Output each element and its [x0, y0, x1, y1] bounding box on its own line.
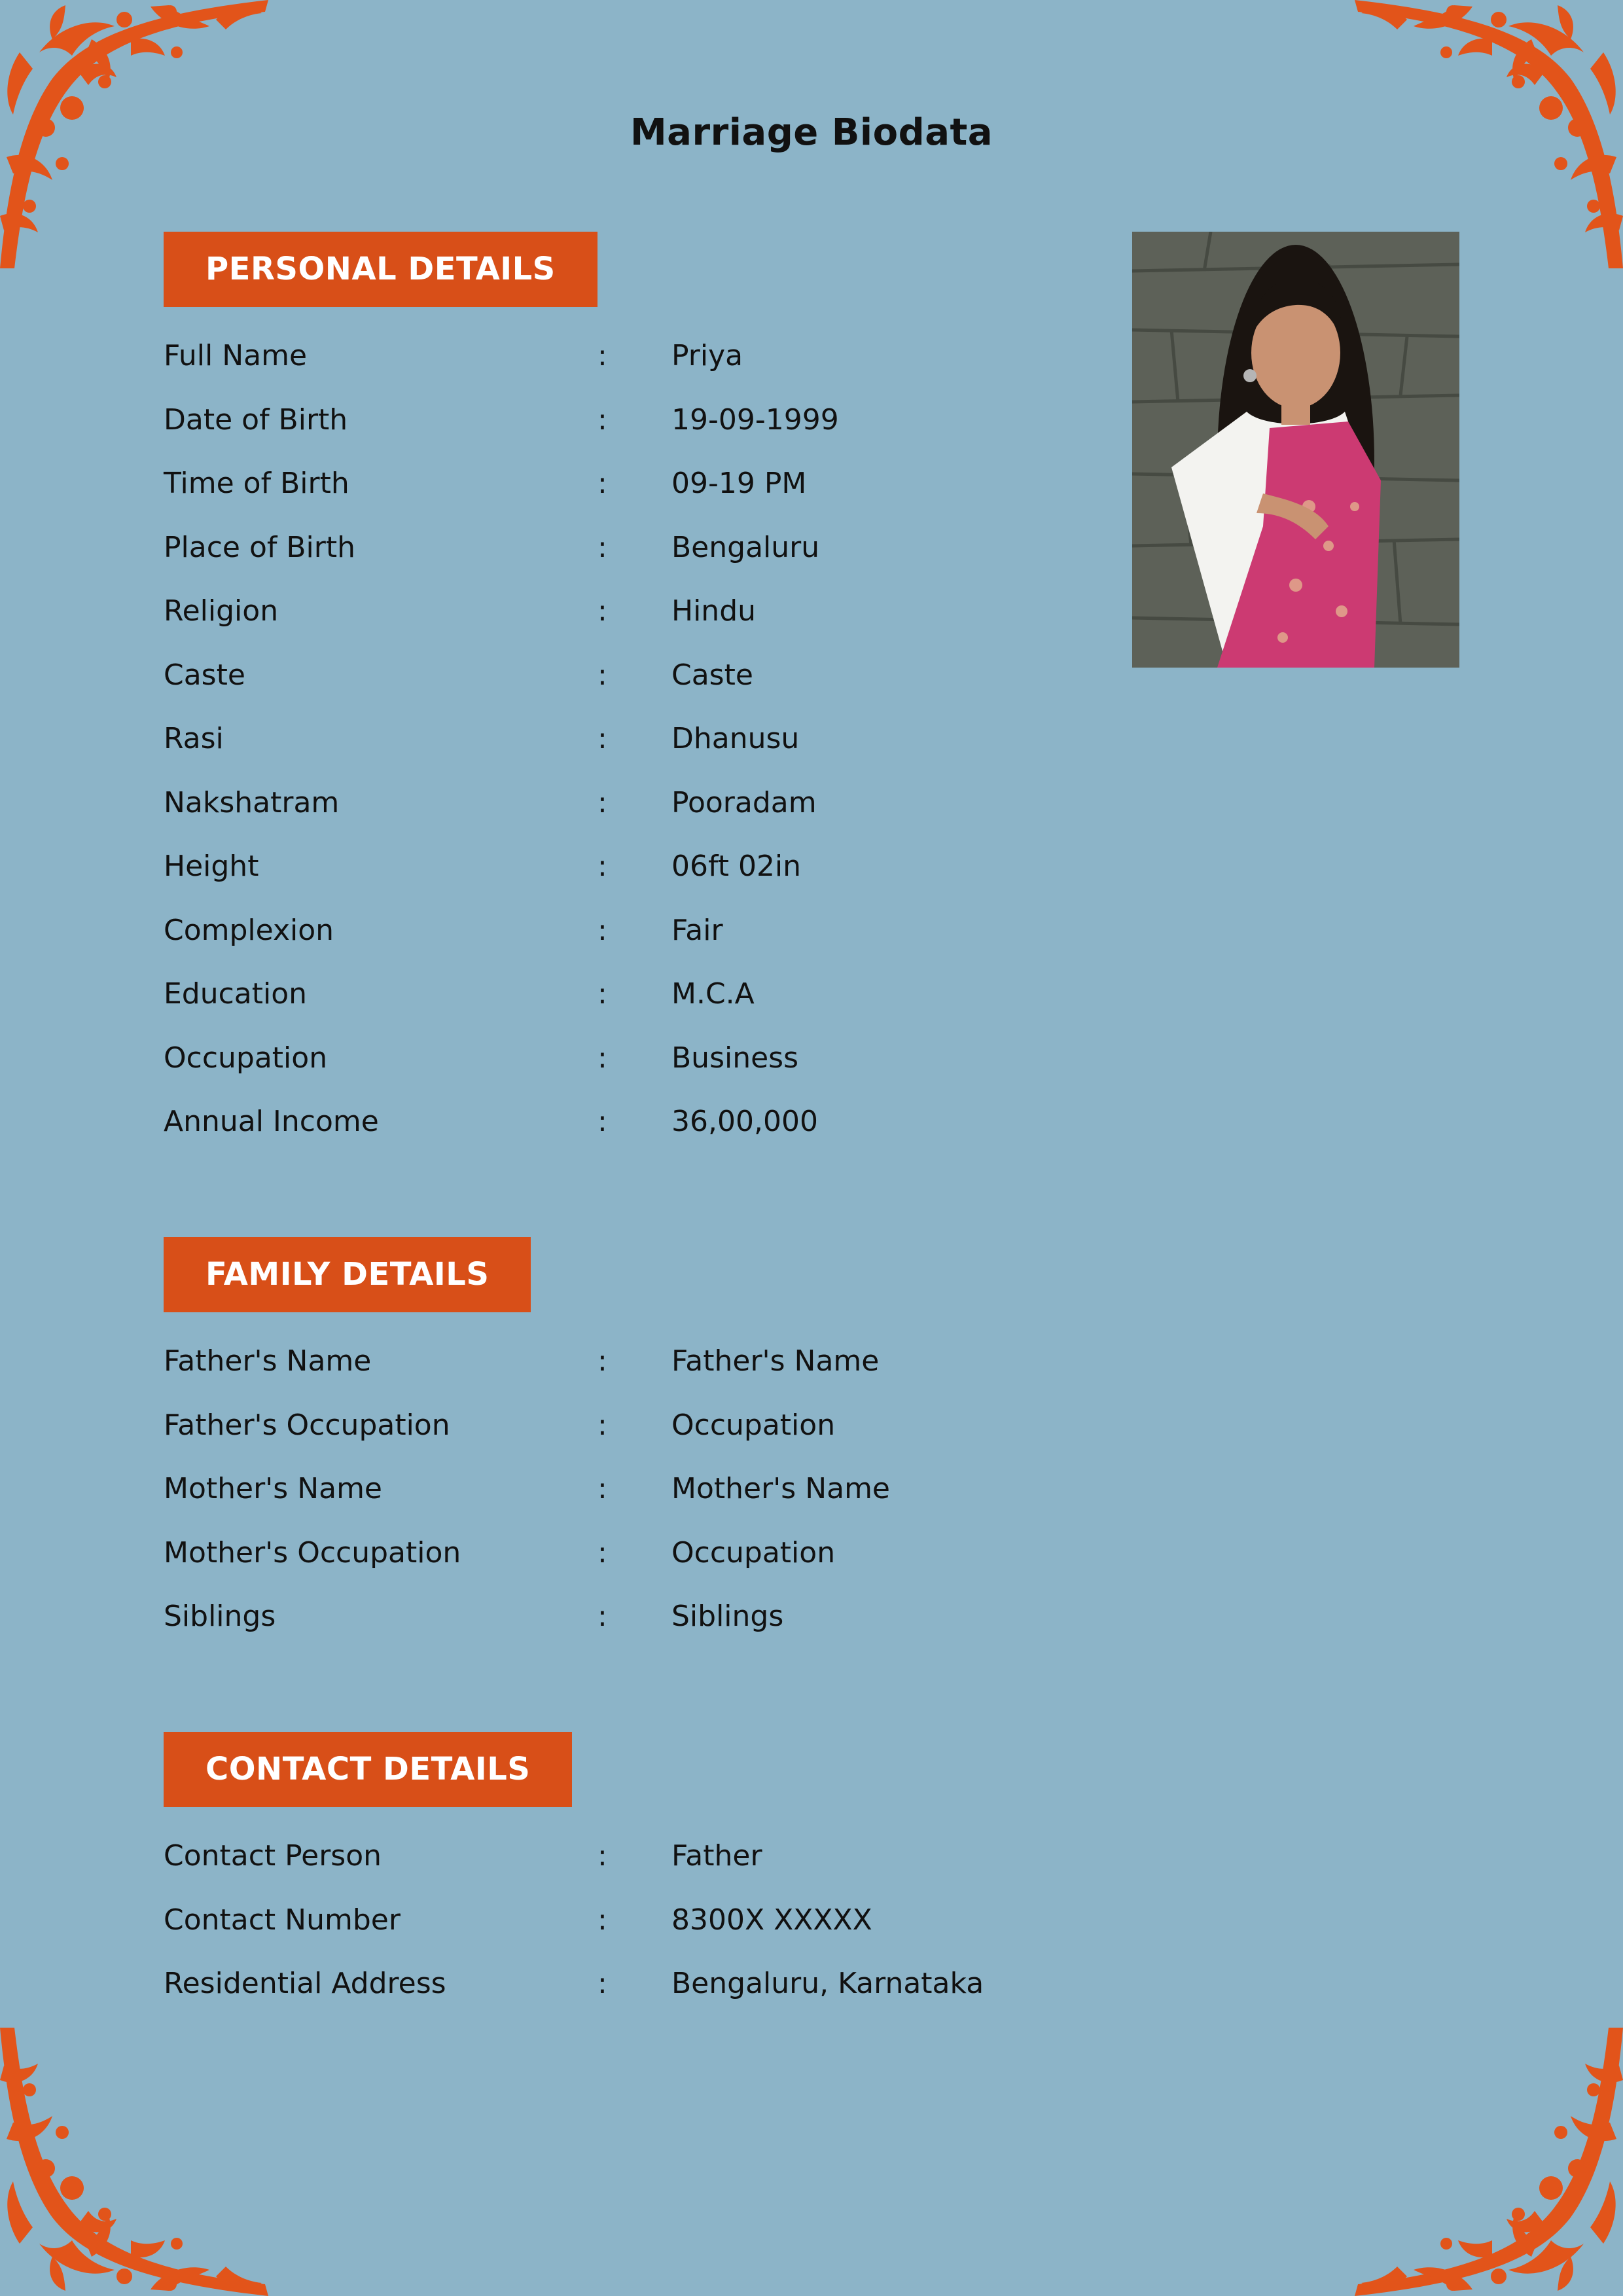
page-title: Marriage Biodata	[630, 111, 993, 154]
family-details-list	[164, 1344, 1080, 1666]
detail-row-time-of-birth	[164, 469, 1080, 533]
personal-details-list	[164, 339, 1080, 1172]
detail-separator: :	[597, 1472, 607, 1505]
detail-separator: :	[597, 722, 607, 755]
detail-label: Occupation	[164, 1041, 328, 1075]
detail-label: Time of Birth	[164, 467, 349, 500]
detail-label: Contact Person	[164, 1839, 382, 1873]
detail-row-religion	[164, 594, 1080, 661]
detail-label: Full Name	[164, 339, 308, 372]
detail-separator: :	[597, 530, 607, 564]
detail-label: Religion	[164, 594, 279, 628]
detail-label: Place of Birth	[164, 530, 356, 564]
floral-ornament-icon	[0, 2021, 275, 2296]
detail-row-nakshatram	[164, 785, 1080, 853]
detail-value: Fair	[671, 913, 723, 947]
detail-value: 06ft 02in	[671, 850, 802, 883]
detail-separator: :	[597, 1967, 607, 2000]
detail-separator: :	[597, 1903, 607, 1937]
detail-separator: :	[597, 1105, 607, 1138]
detail-row-occupation	[164, 1041, 1080, 1108]
detail-row-height	[164, 852, 1080, 916]
detail-row-contact-person	[164, 1839, 1080, 1906]
detail-separator: :	[597, 339, 607, 372]
detail-label: Residential Address	[164, 1967, 446, 2000]
section-header-family: FAMILY DETAILS	[164, 1237, 531, 1312]
detail-value: Bengaluru	[671, 530, 820, 564]
detail-label: Height	[164, 850, 259, 883]
detail-row-mothers-occupation	[164, 1535, 1080, 1603]
detail-separator: :	[597, 1839, 607, 1873]
detail-separator: :	[597, 850, 607, 883]
detail-separator: :	[597, 913, 607, 947]
detail-value: 09-19 PM	[671, 467, 807, 500]
detail-label: Mother's Name	[164, 1472, 382, 1505]
floral-ornament-icon	[1348, 2021, 1623, 2296]
detail-value: Business	[671, 1041, 799, 1075]
detail-separator: :	[597, 1041, 607, 1075]
detail-value: Dhanusu	[671, 722, 800, 755]
detail-value: 36,00,000	[671, 1105, 818, 1138]
detail-separator: :	[597, 977, 607, 1011]
detail-label: Rasi	[164, 722, 224, 755]
contact-details-list	[164, 1839, 1080, 2034]
detail-value: Father	[671, 1839, 762, 1873]
detail-row-place-of-birth	[164, 530, 1080, 598]
detail-separator: :	[597, 594, 607, 628]
detail-row-fathers-occupation	[164, 1408, 1080, 1475]
detail-row-rasi	[164, 722, 1080, 789]
detail-value: Occupation	[671, 1408, 836, 1442]
detail-separator: :	[597, 785, 607, 819]
detail-row-complexion	[164, 913, 1080, 980]
corner-ornament-bottom-left	[0, 2021, 275, 2296]
detail-label: Siblings	[164, 1600, 276, 1633]
detail-value: Bengaluru, Karnataka	[671, 1967, 984, 2000]
detail-separator: :	[597, 658, 607, 692]
detail-label: Nakshatram	[164, 785, 340, 819]
detail-separator: :	[597, 1408, 607, 1442]
detail-value: Priya	[671, 339, 743, 372]
detail-separator: :	[597, 1535, 607, 1570]
detail-value: Occupation	[671, 1535, 836, 1570]
profile-photo-icon	[1132, 232, 1459, 668]
detail-label: Complexion	[164, 913, 334, 947]
detail-row-education	[164, 977, 1080, 1044]
detail-label: Caste	[164, 658, 245, 692]
detail-separator: :	[597, 403, 607, 437]
detail-row-mothers-name	[164, 1472, 1080, 1539]
detail-row-caste	[164, 658, 1080, 725]
detail-label: Annual Income	[164, 1105, 379, 1138]
detail-row-date-of-birth	[164, 403, 1080, 470]
detail-label: Date of Birth	[164, 403, 348, 437]
detail-row-full-name	[164, 339, 1080, 406]
detail-label: Education	[164, 977, 308, 1011]
section-header-personal: PERSONAL DETAILS	[164, 232, 597, 307]
detail-value: M.C.A	[671, 977, 755, 1011]
detail-value: Father's Name	[671, 1344, 880, 1378]
detail-value: Siblings	[671, 1600, 784, 1633]
detail-label: Father's Occupation	[164, 1408, 450, 1442]
profile-photo	[1132, 232, 1459, 668]
detail-separator: :	[597, 467, 607, 500]
section-header-contact: CONTACT DETAILS	[164, 1732, 572, 1807]
detail-label: Mother's Occupation	[164, 1535, 461, 1570]
detail-value: Hindu	[671, 594, 757, 628]
detail-row-residential-address	[164, 1969, 1080, 2034]
detail-label: Contact Number	[164, 1903, 401, 1937]
detail-row-siblings	[164, 1602, 1080, 1666]
detail-value: Mother's Name	[671, 1472, 890, 1505]
detail-value: 19-09-1999	[671, 403, 839, 437]
corner-ornament-bottom-right	[1348, 2021, 1623, 2296]
detail-value: 8300X XXXXX	[671, 1903, 872, 1937]
detail-row-annual-income	[164, 1107, 1080, 1172]
detail-label: Father's Name	[164, 1344, 372, 1378]
detail-separator: :	[597, 1600, 607, 1633]
detail-value: Pooradam	[671, 785, 817, 819]
detail-value: Caste	[671, 658, 753, 692]
detail-row-fathers-name	[164, 1344, 1080, 1411]
detail-separator: :	[597, 1344, 607, 1378]
detail-row-contact-number	[164, 1903, 1080, 1970]
